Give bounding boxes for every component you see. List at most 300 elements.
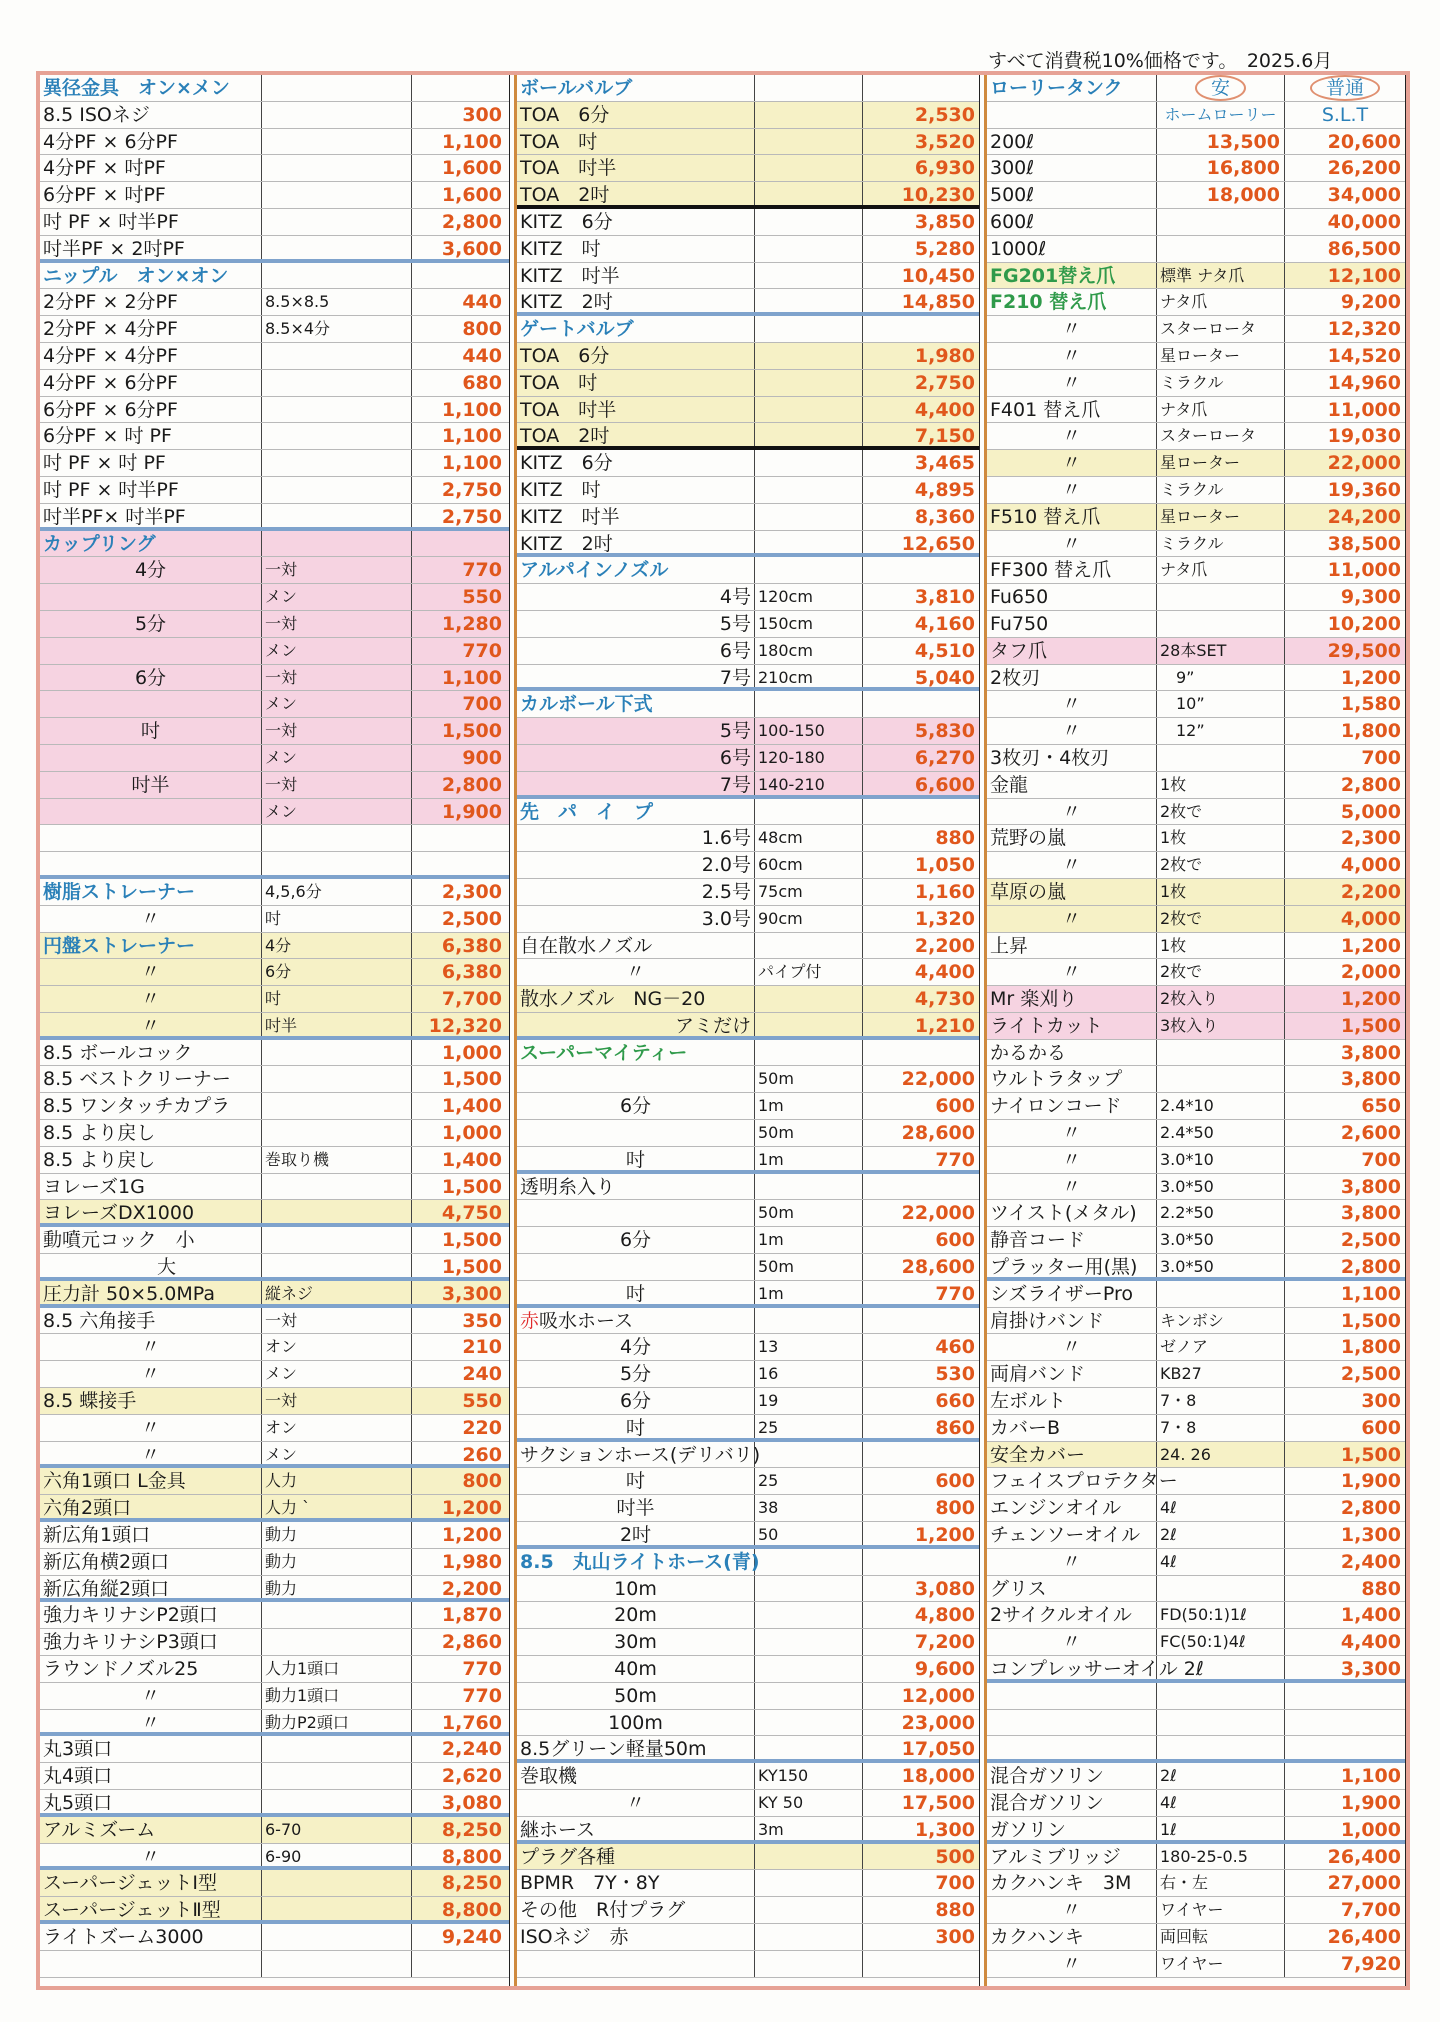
price-row (987, 772, 1405, 799)
item-name: フェイスプロテクター (987, 1468, 1157, 1494)
item-spec: 2ℓ (1157, 1522, 1285, 1548)
item-price (1285, 75, 1405, 101)
item-name: 透明糸入り (517, 1174, 755, 1200)
price-row (987, 450, 1405, 477)
item-spec: キンボシ (1157, 1308, 1285, 1334)
price-row (987, 611, 1405, 638)
item-name (517, 1254, 755, 1280)
price-row (987, 370, 1405, 397)
item-name: 40m (517, 1656, 755, 1682)
item-name (987, 1736, 1157, 1759)
item-price: 550 (462, 586, 502, 609)
item-name (40, 691, 262, 717)
item-price: 1,500 (441, 1175, 502, 1198)
item-spec (1157, 611, 1285, 637)
item-price: 8,360 (914, 505, 975, 528)
price-row (40, 1629, 509, 1656)
item-spec (262, 209, 412, 235)
price-row (40, 209, 509, 236)
item-name: 自在散水ノズル (517, 933, 755, 959)
item-price: 2,200 (441, 1577, 502, 1600)
item-price: 10,200 (1327, 612, 1401, 635)
item-name: かるかる (987, 1040, 1157, 1066)
item-name (40, 745, 262, 771)
item-price: 1,100 (1340, 1282, 1401, 1305)
item-price: 4,800 (914, 1604, 975, 1627)
price-row (987, 986, 1405, 1013)
item-price: 220 (462, 1416, 502, 1439)
price-row (40, 477, 509, 504)
item-name: ISOネジ 赤 (517, 1924, 755, 1950)
item-spec (755, 1736, 863, 1759)
item-spec (755, 1602, 863, 1628)
item-name: エンジンオイル (987, 1495, 1157, 1521)
item-price: 800 (462, 1470, 502, 1493)
price-row (987, 1174, 1405, 1201)
item-price (863, 691, 979, 717)
item-spec: スターロータ (1157, 316, 1285, 342)
price-row (987, 1388, 1405, 1415)
item-spec: 2枚で (1157, 959, 1285, 985)
item-name: 5分 (40, 611, 262, 637)
item-spec: KY150 (755, 1763, 863, 1789)
price-row (987, 1361, 1405, 1388)
item-spec: 2枚入り (1157, 986, 1285, 1012)
section-header-row (517, 1040, 979, 1067)
item-price: 26,400 (1327, 1845, 1401, 1868)
price-row (40, 1361, 509, 1388)
item-name: 8.5 より戻し (40, 1120, 262, 1146)
item-name: 2吋 (517, 1522, 755, 1545)
item-name: 〃 (40, 1415, 262, 1441)
item-spec (755, 397, 863, 423)
price-row (40, 1388, 509, 1415)
item-name: 継ホース (517, 1817, 755, 1840)
item-spec: メン (262, 638, 412, 664)
item-price: 22,000 (1327, 452, 1401, 475)
item-price: 26,200 (1327, 157, 1401, 180)
item-price: 3,300 (441, 1282, 502, 1305)
section-header-row (40, 531, 509, 558)
item-price: 1,500 (441, 1068, 502, 1091)
item-spec (262, 1924, 412, 1950)
item-spec (755, 423, 863, 446)
item-price: 2,750 (914, 371, 975, 394)
item-price: 1,100 (441, 130, 502, 153)
item-spec (755, 1870, 863, 1896)
item-spec: 6-70 (262, 1817, 412, 1843)
item-name: KITZ 吋 (517, 236, 755, 262)
item-name: 600ℓ (987, 209, 1157, 235)
item-price: 1,100 (441, 398, 502, 421)
item-spec (755, 1629, 863, 1655)
item-spec: FD(50:1)1ℓ (1157, 1602, 1285, 1628)
item-spec: メン (262, 584, 412, 610)
item-name: 500ℓ (987, 182, 1157, 208)
item-price: 8,800 (441, 1899, 502, 1922)
price-row (40, 1897, 509, 1924)
item-price: 800 (462, 318, 502, 341)
price-row (987, 1924, 1405, 1951)
item-name: アミだけ (517, 1013, 755, 1036)
price-row (987, 584, 1405, 611)
price-row (987, 1736, 1405, 1763)
price-row (987, 933, 1405, 960)
item-price: 2,400 (1340, 1550, 1401, 1573)
price-row (40, 852, 509, 879)
price-row (40, 1254, 509, 1281)
item-price: 2,200 (914, 934, 975, 957)
item-price: 12,320 (1327, 318, 1401, 341)
item-spec: 210cm (755, 665, 863, 688)
price-row (987, 1120, 1405, 1147)
item-spec: ナタ爪 (1157, 557, 1285, 583)
item-name: 〃 (40, 1334, 262, 1360)
item-name: 吋 (40, 718, 262, 744)
item-price: 600 (935, 1229, 975, 1252)
item-price: 260 (462, 1443, 502, 1466)
item-price: 1,500 (1340, 1014, 1401, 1037)
item-spec: メン (262, 691, 412, 717)
price-row (40, 1308, 509, 1335)
item-price: 1,000 (441, 1041, 502, 1064)
price-row (987, 1147, 1405, 1174)
price-row (40, 799, 509, 826)
item-name: 吋 PF × 吋半PF (40, 209, 262, 235)
item-price: 1,210 (914, 1014, 975, 1037)
item-price: 2,800 (1340, 1497, 1401, 1520)
price-row (517, 718, 979, 745)
item-spec: 18,000 (1157, 182, 1285, 208)
price-row (987, 182, 1405, 209)
price-row (517, 1870, 979, 1897)
item-price: 2,600 (1340, 1122, 1401, 1145)
item-name: KITZ 吋半 (517, 263, 755, 289)
item-spec: 星ローター (1157, 504, 1285, 530)
price-row (40, 959, 509, 986)
item-price (863, 1308, 979, 1334)
section-header-row (517, 316, 979, 343)
item-spec (262, 1951, 412, 1977)
item-spec (262, 370, 412, 396)
item-name: TOA 6分 (517, 102, 755, 128)
item-price: 26,400 (1327, 1925, 1401, 1948)
item-price (863, 1549, 979, 1575)
item-price: 9,600 (914, 1658, 975, 1681)
item-spec (1157, 584, 1285, 610)
item-spec: 吋 (262, 906, 412, 932)
item-name: 1.6号 (517, 825, 755, 851)
item-spec (755, 1549, 863, 1575)
item-spec: 2枚で (1157, 852, 1285, 878)
item-spec (755, 799, 863, 825)
price-row (517, 1066, 979, 1093)
item-price: 770 (462, 559, 502, 582)
item-price: 1,200 (1340, 666, 1401, 689)
item-spec: 1m (755, 1227, 863, 1253)
item-price: 5,830 (914, 720, 975, 743)
price-row (517, 1817, 979, 1844)
item-name: スーパーマイティー (517, 1040, 755, 1066)
item-price: 300 (935, 1925, 975, 1948)
item-price: 2,200 (1340, 880, 1401, 903)
item-price: 34,000 (1327, 184, 1401, 207)
item-spec: ワイヤー (1157, 1897, 1285, 1923)
item-name: 8.5グリーン軽量50m (517, 1736, 755, 1759)
item-name: 200ℓ (987, 129, 1157, 155)
item-spec (755, 316, 863, 342)
item-name: ゲートバルブ (517, 316, 755, 342)
item-price: 12,100 (1327, 264, 1401, 287)
item-name: 安全カバー (987, 1442, 1157, 1468)
item-name: 10m (517, 1576, 755, 1602)
item-spec (262, 343, 412, 369)
item-price (863, 1951, 979, 1977)
price-row (517, 1468, 979, 1495)
item-name: 8.5 ベストクリーナー (40, 1066, 262, 1092)
item-name: 4分 (40, 557, 262, 583)
price-row (517, 1174, 979, 1201)
item-name: 〃 (40, 1844, 262, 1867)
item-spec (1157, 1066, 1285, 1092)
price-row (987, 1040, 1405, 1067)
item-price: 5,040 (914, 666, 975, 689)
price-row (517, 423, 979, 450)
item-name: 〃 (40, 906, 262, 932)
price-row (40, 1549, 509, 1576)
item-spec (262, 1629, 412, 1655)
item-price: 1,000 (1340, 1818, 1401, 1841)
item-name: 〃 (987, 691, 1157, 717)
price-row (987, 102, 1405, 129)
item-spec: 24. 26 (1157, 1442, 1285, 1468)
price-row (517, 1200, 979, 1227)
section-header-row (517, 75, 979, 102)
item-name: 100m (517, 1710, 755, 1736)
item-name: カクハンキ (987, 1924, 1157, 1950)
item-price: 1,500 (1340, 1309, 1401, 1332)
item-name: 〃 (987, 316, 1157, 342)
item-name: 5号 (517, 718, 755, 744)
price-row (40, 129, 509, 156)
item-name: 6号 (517, 638, 755, 664)
item-price: 1,900 (441, 800, 502, 823)
item-name: 丸3頭口 (40, 1736, 262, 1762)
item-spec (1157, 75, 1285, 101)
item-price: 770 (462, 639, 502, 662)
item-price: 2,530 (914, 103, 975, 126)
price-column-2 (514, 75, 980, 1986)
item-price: 1,870 (441, 1604, 502, 1627)
price-row (517, 263, 979, 290)
item-spec: 75cm (755, 879, 863, 905)
item-price: 1,100 (441, 425, 502, 448)
item-spec (755, 1924, 863, 1950)
item-name: 先 パ イ プ (517, 799, 755, 825)
item-name: 強力キリナシP3頭口 (40, 1629, 262, 1655)
item-price: 17,050 (901, 1738, 975, 1761)
item-spec (262, 1120, 412, 1146)
price-row (987, 155, 1405, 182)
item-price (1285, 1736, 1405, 1759)
price-row (987, 1227, 1405, 1254)
item-spec: 12” (1157, 718, 1285, 744)
item-price: 1,200 (441, 1497, 502, 1520)
item-name: 5分 (517, 1361, 755, 1387)
item-price: 4,400 (1340, 1631, 1401, 1654)
item-spec: 7・8 (1157, 1415, 1285, 1441)
item-name: 2サイクルオイル (987, 1602, 1157, 1628)
item-spec (262, 1200, 412, 1223)
item-name: ライトカット (987, 1013, 1157, 1039)
item-spec (262, 450, 412, 476)
price-row (987, 1442, 1405, 1469)
item-name: 〃 (987, 1334, 1157, 1360)
item-spec (755, 933, 863, 959)
item-price: 8,250 (441, 1872, 502, 1895)
item-name (517, 1120, 755, 1146)
price-row (987, 1066, 1405, 1093)
item-name: FF300 替え爪 (987, 557, 1157, 583)
price-row (40, 370, 509, 397)
item-spec: ミラクル (1157, 477, 1285, 503)
item-name: 〃 (987, 959, 1157, 985)
item-name: 4分PF × 吋PF (40, 155, 262, 181)
price-row (987, 209, 1405, 236)
price-row (987, 1522, 1405, 1549)
item-price: 1,500 (441, 720, 502, 743)
item-price: 2,800 (1340, 773, 1401, 796)
item-spec (262, 504, 412, 527)
item-spec: ミラクル (1157, 531, 1285, 557)
price-row (987, 879, 1405, 906)
item-name: 2分PF × 4分PF (40, 316, 262, 342)
item-name: TOA 吋 (517, 370, 755, 396)
item-price (1285, 1683, 1405, 1709)
item-price: 4,000 (1340, 907, 1401, 930)
item-name: 六角2頭口 (40, 1495, 262, 1518)
item-price: 1,500 (441, 1229, 502, 1252)
item-price: 700 (935, 1872, 975, 1895)
item-spec: 3.0*50 (1157, 1174, 1285, 1200)
price-row (987, 557, 1405, 584)
price-row (40, 450, 509, 477)
price-row (987, 397, 1405, 424)
item-spec (755, 1710, 863, 1736)
item-name: 吋半 (40, 772, 262, 798)
item-spec (1157, 209, 1285, 235)
item-spec: 10” (1157, 691, 1285, 717)
item-price: 1,800 (1340, 720, 1401, 743)
item-price: 8,250 (441, 1818, 502, 1841)
item-name: ツイスト(メタル) (987, 1200, 1157, 1226)
item-price: 6,270 (914, 746, 975, 769)
price-row (987, 129, 1405, 156)
price-row (40, 1522, 509, 1549)
section-header-row (40, 933, 509, 960)
item-price: S.L.T (1321, 103, 1369, 126)
item-spec (755, 531, 863, 554)
item-name: 2.0号 (517, 852, 755, 878)
item-price: 2,800 (441, 773, 502, 796)
item-spec (755, 102, 863, 128)
item-spec (755, 263, 863, 289)
price-row (517, 611, 979, 638)
item-price: 1,300 (914, 1818, 975, 1841)
item-spec: KB27 (1157, 1361, 1285, 1387)
item-price: 9,240 (441, 1925, 502, 1948)
item-name: KITZ 2吋 (517, 531, 755, 554)
price-row (40, 1147, 509, 1174)
item-name: ニップル オン×オン (40, 263, 262, 289)
item-price: 1,300 (1340, 1524, 1401, 1547)
price-row (40, 102, 509, 129)
item-name: 1000ℓ (987, 236, 1157, 262)
item-price: 600 (1361, 1416, 1401, 1439)
item-price: 7,150 (914, 425, 975, 448)
price-row (40, 1844, 509, 1871)
item-name: 8.5 六角接手 (40, 1308, 262, 1334)
item-name: カクハンキ 3M (987, 1870, 1157, 1896)
item-spec (755, 343, 863, 369)
item-name: 8.5 丸山ライトホース(青) (517, 1549, 755, 1575)
item-spec: スターロータ (1157, 423, 1285, 449)
item-name: タフ爪 (987, 638, 1157, 664)
item-name: 新広角縦2頭口 (40, 1576, 262, 1599)
price-row (40, 584, 509, 611)
item-name: F401 替え爪 (987, 397, 1157, 423)
price-row (517, 1522, 979, 1549)
item-price: 38,500 (1327, 532, 1401, 555)
item-name: 丸5頭口 (40, 1790, 262, 1813)
item-spec (1157, 1468, 1285, 1494)
price-row (987, 1495, 1405, 1522)
item-spec: 120cm (755, 584, 863, 610)
price-row (987, 959, 1405, 986)
item-name: 〃 (40, 1710, 262, 1733)
price-row (517, 933, 979, 960)
price-row (40, 1602, 509, 1629)
item-price: 1,000 (441, 1122, 502, 1145)
item-name: プラグ各種 (517, 1844, 755, 1870)
item-spec: 3.0*10 (1157, 1147, 1285, 1173)
item-spec: 6分 (262, 959, 412, 985)
item-price: 40,000 (1327, 210, 1401, 233)
item-spec: 3.0*50 (1157, 1227, 1285, 1253)
item-spec (262, 1763, 412, 1789)
price-row (40, 611, 509, 638)
item-spec (755, 1656, 863, 1682)
item-price: 1,160 (914, 880, 975, 903)
item-spec: 50m (755, 1066, 863, 1092)
item-price: 27,000 (1327, 1872, 1401, 1895)
item-spec (755, 289, 863, 312)
item-spec: 50 (755, 1522, 863, 1545)
item-spec (755, 209, 863, 235)
item-spec: 100-150 (755, 718, 863, 744)
item-spec: オン (262, 1334, 412, 1360)
price-row (40, 772, 509, 799)
item-name: チェンソーオイル (987, 1522, 1157, 1548)
item-name: 吋 (517, 1415, 755, 1438)
item-name: 〃 (987, 906, 1157, 932)
item-spec: 1枚 (1157, 933, 1285, 959)
price-row (40, 182, 509, 209)
item-price: 12,320 (428, 1014, 502, 1037)
item-spec: 3枚入り (1157, 1013, 1285, 1039)
price-row (987, 718, 1405, 745)
price-row (40, 825, 509, 852)
